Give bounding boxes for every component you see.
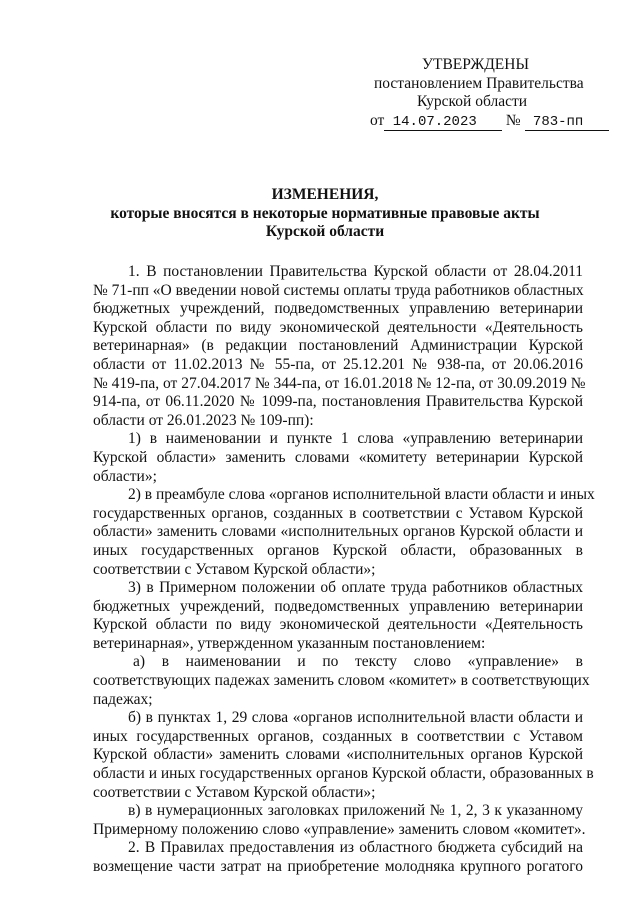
body-line: ветеринарная», утвержденном указанным постановлением: [93,634,486,652]
body-line: соответствии с Уставом Курской области»; [93,560,376,578]
approval-line-3: Курской области [417,93,528,110]
body-line: иных государственных органов Курской области, образованных в [93,541,583,559]
body-line: 914-па, от 06.11.2020 № 1099-па, постановления Правительства Курской [93,393,583,411]
body-line: 3) в Примерном положении об оплате труда работников областных [128,579,583,597]
heading-subtitle: которые вносятся в некоторые нормативные правовые акты [110,204,540,222]
document-heading [60,186,590,242]
body-line: соответствии с Уставом Курской области»; [93,783,376,801]
body-line: государственных органов, созданных в соответствии с Уставом Курской [93,504,583,522]
approval-line-2: постановлением Правительства [374,74,584,92]
body-line: области от 26.01.2023 № 109-пп): [93,411,314,429]
body-line: б) в пунктах 1, 29 слова «органов исполнительной власти области и [128,709,583,727]
approval-date: 14.07.2023 [384,115,502,131]
approval-block [370,56,610,131]
body-line: в) в нумерационных заголовках приложений № 1, 2, 3 к указанному [128,802,583,820]
body-line: ветеринарная» (в редакции постановлений Администрации Курской [93,337,583,355]
body-line: области от 11.02.2013 № 55-па, от 25.12.201 № 938-па, от 20.06.2016 [93,355,583,373]
body-line: иных государственных органов, созданных в соответствии с Уставом [93,727,583,745]
body-line: а) в наименовании и по тексту слово «управление» в [133,653,583,671]
body-line: области»; [93,467,157,485]
body-line: 1) в наименовании и пункте 1 слова «управлению ветеринарии [128,430,583,448]
approval-title: УТВЕРЖДЕНЫ [422,56,529,73]
approval-date-line [370,112,610,131]
date-prefix: от [370,111,385,129]
body-line: Примерному положению слово «управление» заменить словом «комитет». [93,820,586,838]
body-line: возмещение части затрат на приобретение молодняка крупного рогатого [93,858,583,875]
body-line: 1. В постановлении Правительства Курской области от 28.04.2011 [128,263,583,280]
body-line: соответствующих падежах заменить словом «комитет» в соответствующих [93,672,590,690]
body-line: № 419-па, от 27.04.2017 № 344-па, от 16.01.2018 № 12-па, от 30.09.2019 № [93,374,586,392]
body-line: Курской области по виду экономической деятельности «Деятельность [93,616,583,634]
number-prefix: № [505,111,521,129]
heading-title: ИЗМЕНЕНИЯ, [271,186,379,203]
document-body [93,263,595,877]
body-line: области» заменить словами «исполнительных органов Курской области и [93,523,583,541]
body-line: Курской области» заменить словами «комитету ветеринарии Курской [93,448,583,466]
body-line: падежах; [93,690,153,708]
body-line: области и иных государственных органов Курской области, образованных в [93,765,594,783]
heading-region: Курской области [265,223,385,240]
body-line: № 71-пп «О введении новой системы оплаты труда работников областных [93,281,584,299]
approval-number: 783-пп [525,115,609,131]
body-line: 2. В Правилах предоставления из областного бюджета субсидий на [128,839,583,857]
body-line: 2) в преамбуле слова «органов исполнительной власти области и иных [128,486,595,504]
body-line: Курской области по виду экономической деятельности «Деятельность [93,318,583,336]
body-line: бюджетных учреждений, подведомственных управлению ветеринарии [93,300,583,318]
body-line: Курской области» заменить словами «исполнительных органов Курской [93,746,583,764]
body-line: бюджетных учреждений, подведомственных управлению ветеринарии [93,597,583,615]
